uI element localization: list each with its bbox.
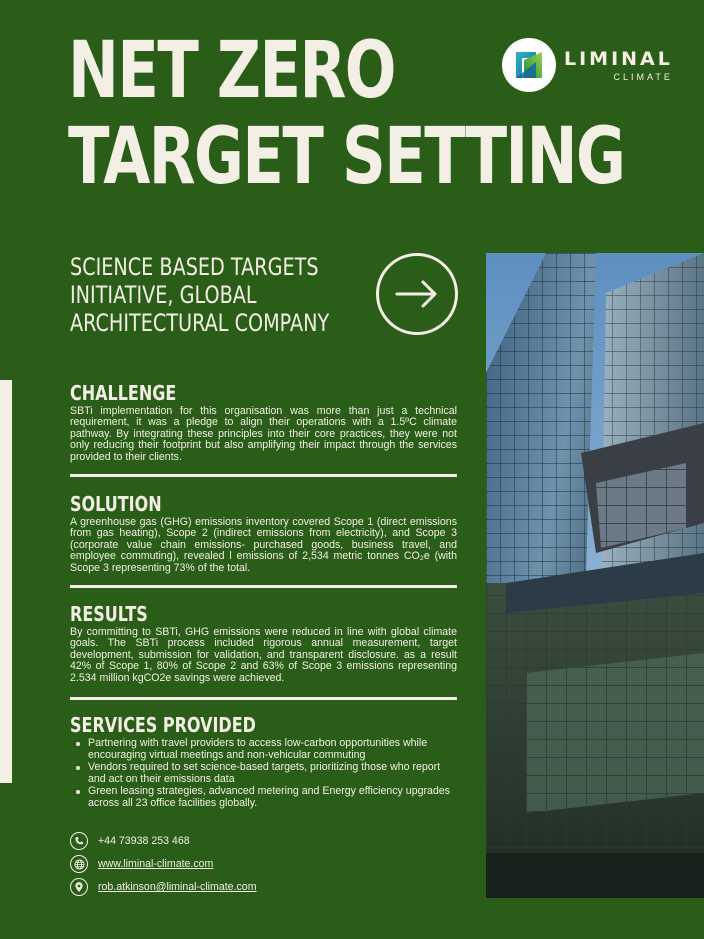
logo-subtitle: CLIMATE — [613, 72, 673, 82]
arrow-right-button[interactable] — [376, 253, 458, 335]
services-section — [70, 714, 457, 811]
contact-phone[interactable] — [70, 832, 190, 850]
list-item: Partnering with travel providers to access low-carbon opportunities while encouraging virtual meetings and non-vehicular commuting — [74, 738, 457, 761]
contact-email[interactable] — [70, 878, 257, 896]
results-heading: RESULTS — [70, 602, 148, 626]
challenge-heading: CHALLENGE — [70, 381, 177, 405]
section-divider — [70, 474, 457, 477]
website-link[interactable]: www.liminal-climate.com — [98, 858, 214, 870]
title-line-1: NET ZERO — [68, 26, 395, 116]
services-list — [74, 738, 457, 810]
challenge-section — [70, 382, 457, 463]
email-link[interactable]: rob.atkinson@liminal-climate.com — [98, 881, 257, 893]
list-item: Vendors required to set science-based targets, prioritizing those who report and act on their emissions data — [74, 762, 457, 785]
logo-name: LIMINAL — [564, 48, 673, 70]
location-pin-icon — [70, 878, 88, 896]
subtitle-line-3: ARCHITECTURAL COMPANY — [70, 309, 330, 337]
results-section — [70, 603, 457, 684]
globe-icon — [70, 855, 88, 873]
liminal-logo-mark-icon — [502, 38, 556, 92]
list-item: Green leasing strategies, advanced metering and Energy efficiency upgrades across all 23 office facilities globally. — [74, 786, 457, 809]
solution-section — [70, 493, 457, 574]
title-line-2: TARGET SETTING — [68, 112, 625, 202]
solution-heading: SOLUTION — [70, 492, 162, 516]
challenge-body: SBTi implementation for this organisation was more than just a technical requirement, it was a pledge to align their operations with a 1.5ºC climate pathway. By integrating these principles into their core practices, they were not only reducing their footprint but also amplifying their impact through the services provided to their clients. — [70, 405, 457, 463]
phone-icon — [70, 832, 88, 850]
liminal-logo — [502, 38, 673, 92]
subtitle-line-1: SCIENCE BASED TARGETS — [70, 253, 319, 281]
section-divider — [70, 697, 457, 700]
arrow-right-icon — [395, 279, 439, 309]
subtitle-line-2: INITIATIVE, GLOBAL — [70, 281, 257, 309]
services-heading: SERVICES PROVIDED — [70, 713, 256, 737]
building-photo — [486, 253, 704, 898]
left-accent-bar — [0, 380, 12, 783]
phone-number: +44 73938 253 468 — [98, 835, 190, 847]
page-subtitle — [70, 253, 329, 337]
solution-body: A greenhouse gas (GHG) emissions inventory covered Scope 1 (direct emissions from gas heating), Scope 2 (indirect emissions from electricity), and Scope 3 (corporate value chain emissions- purchased goods, business travel, and employee commuting), revealed l emissions of 2,534 metric tonnes CO₂e (with Scope 3 representing 73% of the total. — [70, 516, 457, 574]
results-body: By committing to SBTi, GHG emissions were reduced in line with global climate goals. The SBTi process included rigorous annual measurement, target development, submission for validation, and transparent disclosure. as a result 42% of Scope 1, 80% of Scope 2 and 63% of Scope 3 emissions representing 2.534 million kgCO2e savings were achieved. — [70, 626, 457, 684]
contact-website[interactable] — [70, 855, 213, 873]
section-divider — [70, 585, 457, 588]
